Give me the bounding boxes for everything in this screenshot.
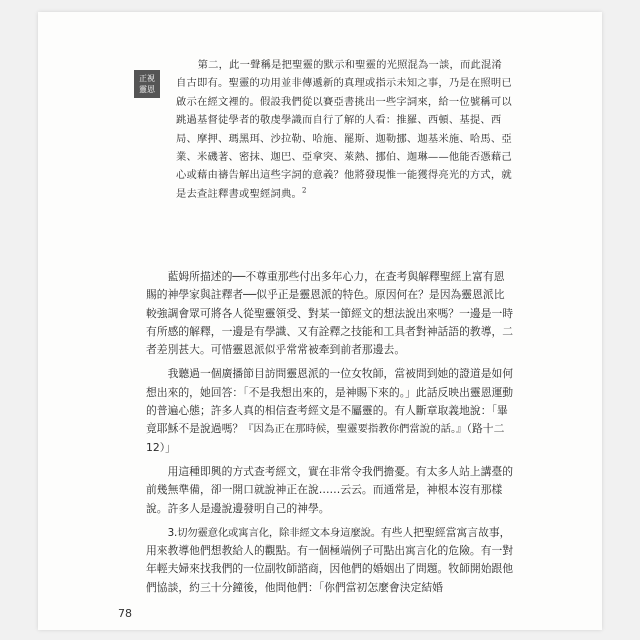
paragraph-4-text: 有些人把聖經當寓言故事，用來教導他們想教給人的觀點。有一個極端例子可點出寓言化的危險。有一對年輕夫婦來找我們的一位副牧師諮商，因他們的婚姻出了問題。牧師開始跟他們協談，約三十分鐘後，他問他們：「你們當初怎麼會決定結婚 bbox=[146, 525, 514, 594]
footnote-marker: 2 bbox=[301, 186, 307, 195]
point-heading: 3.切勿靈意化或寓言化，除非經文本身這麼說。 bbox=[167, 526, 381, 539]
block-quote bbox=[176, 56, 512, 203]
page-number: 78 bbox=[118, 607, 132, 620]
body-text bbox=[146, 268, 515, 603]
badge-line-2: 靈恩 bbox=[139, 85, 155, 94]
paragraph-2-main: 我聽過一個廣播節目訪問靈恩派的一位女牧師，當被問到她的證道是如何想出來的，她回答：「不是我想出來的，是神賜下來的。」此話反映出靈恩運動的普遍心態；許多人真的相信查考經文是不屬靈的。有人斷章取義地說：「畢竟耶穌不是說過嗎？ bbox=[146, 367, 514, 436]
block-quote-paragraph bbox=[176, 56, 512, 203]
paragraph-2 bbox=[146, 365, 515, 456]
badge-line-1: 正視 bbox=[139, 74, 155, 83]
paragraph-1: 藍姆所描述的──不尊重那些付出多年心力，在查考與解釋聖經上富有恩賜的神學家與註釋者──似乎正是靈恩派的特色。原因何在？是因為靈恩派比較強調會眾可將各人從聖靈領受、對某一節經文的想法說出來嗎？一邊是一時有所感的解釋，一邊是有學識、又有詮釋之技能和工具者對神話語的教導，二者差別甚大。可惜靈恩派似乎常常被牽到前者那邊去。 bbox=[146, 270, 514, 357]
section-badge bbox=[134, 70, 160, 98]
paragraph-3: 用這種即興的方式查考經文，實在非常令我們擔憂。有太多人站上講臺的前幾無準備，卻一開口就說神正在說……云云。而通常是，神根本沒有那樣說。許多人是邊說邊發明自己的神學。 bbox=[146, 464, 514, 515]
paragraph-4 bbox=[146, 524, 515, 597]
scripture-quote: 『因為正在那時候，聖靈要指教你們當說的話。』 bbox=[243, 423, 467, 436]
block-quote-text: 第二，此一聲稱是把聖靈的默示和聖靈的光照混為一談，而此混淆自古即有。聖靈的功用並非傳遞新的真理或指示未知之事，乃是在照明已啟示在經文裡的。假設我們從以賽亞書挑出一些字詞來，給一位號稱可以跳過基督徒學者的敬虔學識而自行了解的人看：推羅、西頓、基提、西局、摩押、瑪黑珥、沙拉勒、哈施、罷斯、迦勒挪、迦基米施、哈馬、亞業、米磯著、密抹、迦巴、亞拿突、萊熱、挪伯、迦琳——他能否憑藉己心或藉由禱告解出這些字詞的意義？他將發現惟一能獲得亮光的方式，就是去查註釋書或聖經詞典。 bbox=[176, 59, 512, 200]
scripture-reference: （路十二12）」 bbox=[146, 422, 505, 454]
